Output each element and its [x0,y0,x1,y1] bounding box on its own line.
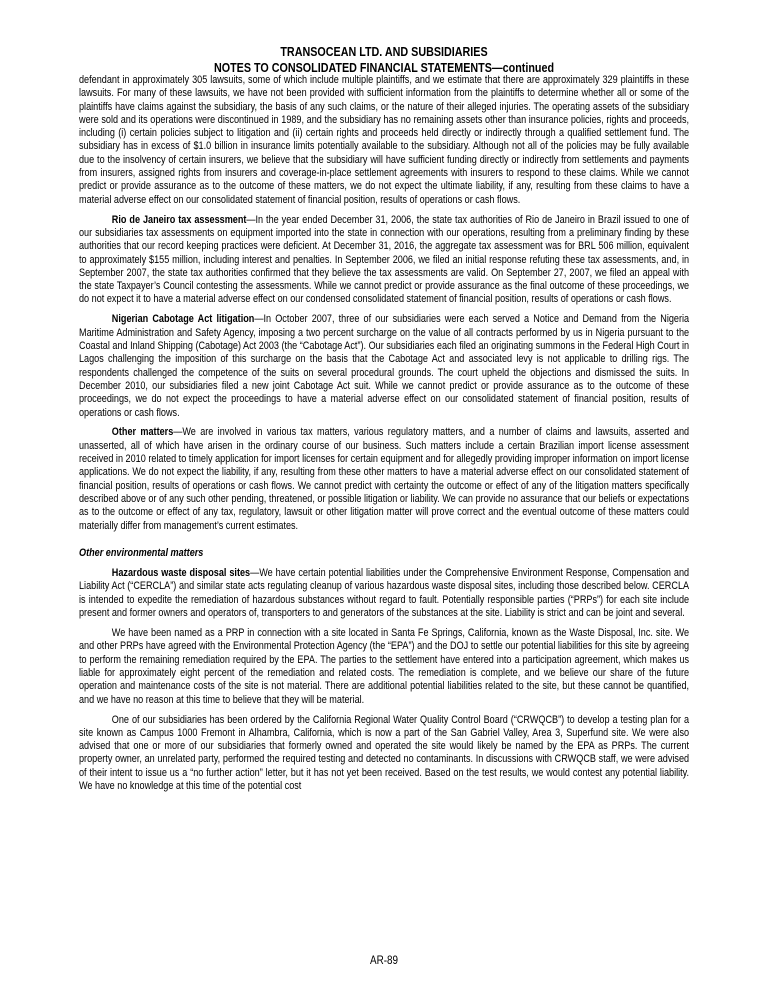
paragraph-rio-tax [79,214,689,307]
paragraph-text: We have been named as a PRP in connection with a site located in Santa Fe Springs, California, known as the Waste Disposal, Inc. site. We and other PRPs have agreed with the Environmental Protection Agency (the “EPA”) and the DOJ to settle our potential liabilities for this site by agreeing to perform the remaining remediation required by the EPA. The parties to the settlement have entered into a participation agreement, which makes us liable for approximately eight percent of the remediation and related costs. The remediation is complete, and we believe our share of the future operation and maintenance costs of the site is not material. There are additional potential liabilities related to the site, but these cannot be quantified, and we have no reason at this time to believe that they will be material. [79,627,690,706]
paragraph-nigerian-cabotage [79,313,689,419]
paragraph-asbestos-continued [79,74,689,207]
page-number: AR-89 [369,955,399,967]
page-title: NOTES TO CONSOLIDATED FINANCIAL STATEMENTS—continued [213,61,555,75]
paragraph-text: —We have certain potential liabilities under the Comprehensive Environment Response, Compensation and Liability Act (“CERCLA”) and similar state acts regulating cleanup of various hazardous waste disposal sites, including those described below. CERCLA is intended to expedite the remediation of hazardous substances without regard to fault. Potentially responsible parties (“PRPs”) for each site include present and former owners and operators of, transporters to and generators of the substances at the site. Liability is strict and can be joint and several. [79,567,690,620]
paragraph-lead: Other matters [111,426,174,439]
paragraph-santa-fe-springs [79,627,689,707]
paragraph-text: —In October 2007, three of our subsidiaries were each served a Notice and Demand from the Nigeria Maritime Administration and Safety Agency, imposing a two percent surcharge on the value of all contracts performed by us in Nigeria pursuant to the Coastal and Inland Shipping (Cabotage) Act 2003 (the “Cabotage Act”). Our subsidiaries each filed an originating summons in the Federal High Court in Lagos challenging the imposition of this surcharge on the basis that the Cabotage Act and associated levy is not applicable to drilling rigs. The respondents challenged the competence of the suits on several procedural grounds. The court upheld the objections and dismissed the suits. In December 2010, our subsidiaries filed a new joint Cabotage Act suit. While we cannot predict or provide assurance as to the outcome of these proceedings, we do not expect the proceedings to have a material adverse effect on our consolidated statement of financial position, results of operations or cash flows. [79,313,690,419]
paragraph-other-matters [79,426,689,532]
paragraph-hazardous-waste [79,567,689,620]
paragraph-text: defendant in approximately 305 lawsuits, some of which include multiple plaintiffs, and we estimate that there are approximately 329 plaintiffs in these lawsuits. For many of these lawsuits, we have not been provided with sufficient information from the plaintiffs to determine whether all or some of the plaintiffs have claims against the subsidiary, the basis of any such claims, or the nature of their alleged injuries. The operating assets of the subsidiary were sold and its operations were discontinued in 1989, and the subsidiary has no remaining assets other than insurance policies, rights and proceeds, including (i) certain policies subject to litigation and (ii) certain rights and proceeds held directly or indirectly through a qualified settlement fund. The subsidiary has in excess of $1.0 billion in insurance limits potentially available to the subsidiary. Although not all of the policies may be fully available due to the insolvency of certain insurers, we believe that the subsidiary will have sufficient funding directly or indirectly from settlements and payments from insurers, assigned rights from insurers and coverage-in-place settlement agreements with insurers to respond to these claims. While we cannot predict or provide assurance as to the outcome of these matters, we do not expect the ultimate liability, if any, resulting from these claims to have a material adverse effect on our consolidated statement of financial position, results of operations or cash flows. [79,74,690,206]
section-heading: Other environmental matters [79,546,204,559]
paragraph-lead: Nigerian Cabotage Act litigation [111,313,255,326]
paragraph-lead: Rio de Janeiro tax assessment [111,213,247,226]
paragraph-text: —In the year ended December 31, 2006, the state tax authorities of Rio de Janeiro in Brazil issued to one of our subsidiaries tax assessments on equipment imported into the state in connection with our operations, resulting from a preliminary finding by these authorities that our record keeping practices were deficient. At December 31, 2016, the aggregate tax assessment was for BRL 506 million, equivalent to approximately $155 million, including interest and penalties. In September 2006, we filed an initial response refuting these tax assessments, and, in September 2007, the state tax authorities confirmed that they believe the tax assessments are valid. On September 27, 2007, we filed an appeal with the state Taxpayer’s Council contesting the assessments. While we cannot predict or provide assurance as the final outcome of these proceedings, we do not expect it to have a material adverse effect on our condensed consolidated statement of financial position, results of operations or cash flows. [79,213,690,306]
paragraph-text: One of our subsidiaries has been ordered by the California Regional Water Quality Control Board (“CRWQCB”) to develop a testing plan for a site known as Campus 1000 Fremont in Alhambra, California, which is now a part of the San Gabriel Valley, Area 3, Superfund site. We were also advised that one or more of our subsidiaries that formerly owned and operated the site would likely be named by the EPA as PRPs. The current property owner, an unrelated party, performed the required testing and detected no contaminants. In discussions with CRWQCB staff, we were advised of their intent to issue us a “no further action” letter, but it has not yet been received. Based on the test results, we would contest any potential liability. We have no knowledge at this time of the potential cost [79,713,690,792]
paragraph-lead: Hazardous waste disposal sites [111,567,251,580]
paragraph-alhambra [79,714,689,794]
paragraph-text: —We are involved in various tax matters, various regulatory matters, and a number of claims and lawsuits, asserted and unasserted, all of which have arisen in the ordinary course of our business. Such matters include a certain Brazilian import license assessment received in 2010 related to timely application for import licenses for certain equipment and for allegedly providing improper information on import license applications. We do not expect the liability, if any, resulting from these other matters to have a material adverse effect on our consolidated statement of financial position, results of operations or cash flows. We cannot predict with certainty the outcome or effect of any of the litigation matters specifically described above or of any such other pending, threatened, or possible litigation or liability. We can provide no assurance that our beliefs or expectations as to the outcome or effect of any tax, regulatory, lawsuit or other litigation matter will prove correct and the eventual outcome of these matters could materially differ from management’s current estimates. [79,426,690,532]
document-body [79,74,689,800]
company-name: TRANSOCEAN LTD. AND SUBSIDIARIES [280,45,488,59]
